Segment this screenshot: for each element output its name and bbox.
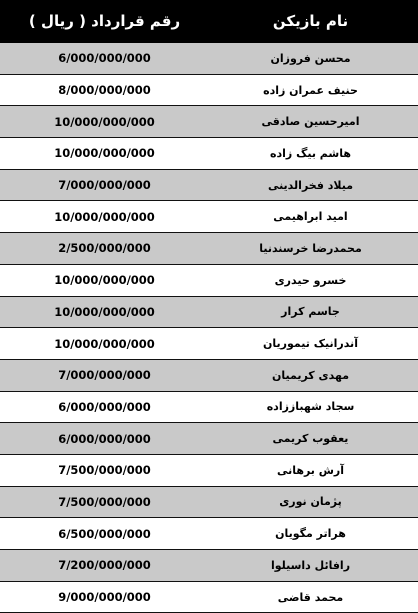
contract-amount: 10/000/000/000 (54, 146, 155, 161)
table-row (0, 201, 418, 233)
table-row (0, 106, 418, 138)
contract-amount: 8/000/000/000 (58, 83, 151, 98)
contract-amount: 7/500/000/000 (58, 463, 151, 478)
table-header (0, 0, 418, 43)
contract-amount: 6/000/000/000 (58, 51, 151, 66)
table-row (0, 423, 418, 455)
table-row (0, 297, 418, 329)
table-row (0, 360, 418, 392)
table-row (0, 170, 418, 202)
table-row (0, 265, 418, 297)
table-body (0, 43, 418, 613)
player-name: محسن فروزان (270, 51, 351, 65)
contract-amount: 10/000/000/000 (54, 336, 155, 351)
contract-amount: 7/500/000/000 (58, 494, 151, 509)
player-name: امیرحسین صادقی (261, 115, 360, 129)
table-row (0, 328, 418, 360)
contract-amount: 6/500/000/000 (58, 526, 151, 541)
player-name: آندرانیک تیموریان (263, 337, 358, 351)
table-row (0, 392, 418, 424)
table-row (0, 518, 418, 550)
table-row (0, 582, 418, 613)
table-row (0, 75, 418, 107)
player-name: هاشم بیگ زاده (270, 146, 351, 160)
table-row (0, 233, 418, 265)
contract-amount: 6/000/000/000 (58, 399, 151, 414)
contract-amount: 7/000/000/000 (58, 368, 151, 383)
contract-amount: 9/000/000/000 (58, 590, 151, 605)
player-name: پژمان نوری (279, 495, 342, 509)
player-name: خسرو حیدری (274, 273, 347, 287)
contract-amount: 10/000/000/000 (54, 304, 155, 319)
contract-amount: 10/000/000/000 (54, 114, 155, 129)
player-name: مهدی کریمیان (271, 368, 350, 382)
contract-amount: 6/000/000/000 (58, 431, 151, 446)
player-name: محمد قاضی (277, 590, 344, 604)
player-name: محمدرضا خرسندنیا (259, 241, 362, 255)
player-name: هراتر مگویان (275, 527, 346, 541)
table-row (0, 487, 418, 519)
player-name: یعقوب کریمی (272, 432, 349, 446)
contract-amount: 10/000/000/000 (54, 209, 155, 224)
table-row (0, 43, 418, 75)
player-name: آرش برهانی (276, 463, 345, 477)
table-row (0, 550, 418, 582)
player-name: حنیف عمران زاده (263, 83, 358, 97)
contract-amount: 2/500/000/000 (58, 241, 151, 256)
player-name: رافائل داسیلوا (270, 558, 351, 572)
table-row (0, 138, 418, 170)
player-name: سجاد شهباززاده (266, 400, 355, 414)
player-name: امید ابراهیمی (273, 210, 348, 224)
player-name: میلاد فخرالدینی (267, 178, 354, 192)
contract-amount: 10/000/000/000 (54, 273, 155, 288)
header-contract-amount: رقم قرارداد ( ریال ) (28, 12, 181, 30)
contract-amount: 7/200/000/000 (58, 558, 151, 573)
header-player-name: نام بازیکن (272, 12, 349, 30)
player-name: جاسم کرار (281, 305, 340, 319)
table-row (0, 455, 418, 487)
contract-amount: 7/000/000/000 (58, 178, 151, 193)
